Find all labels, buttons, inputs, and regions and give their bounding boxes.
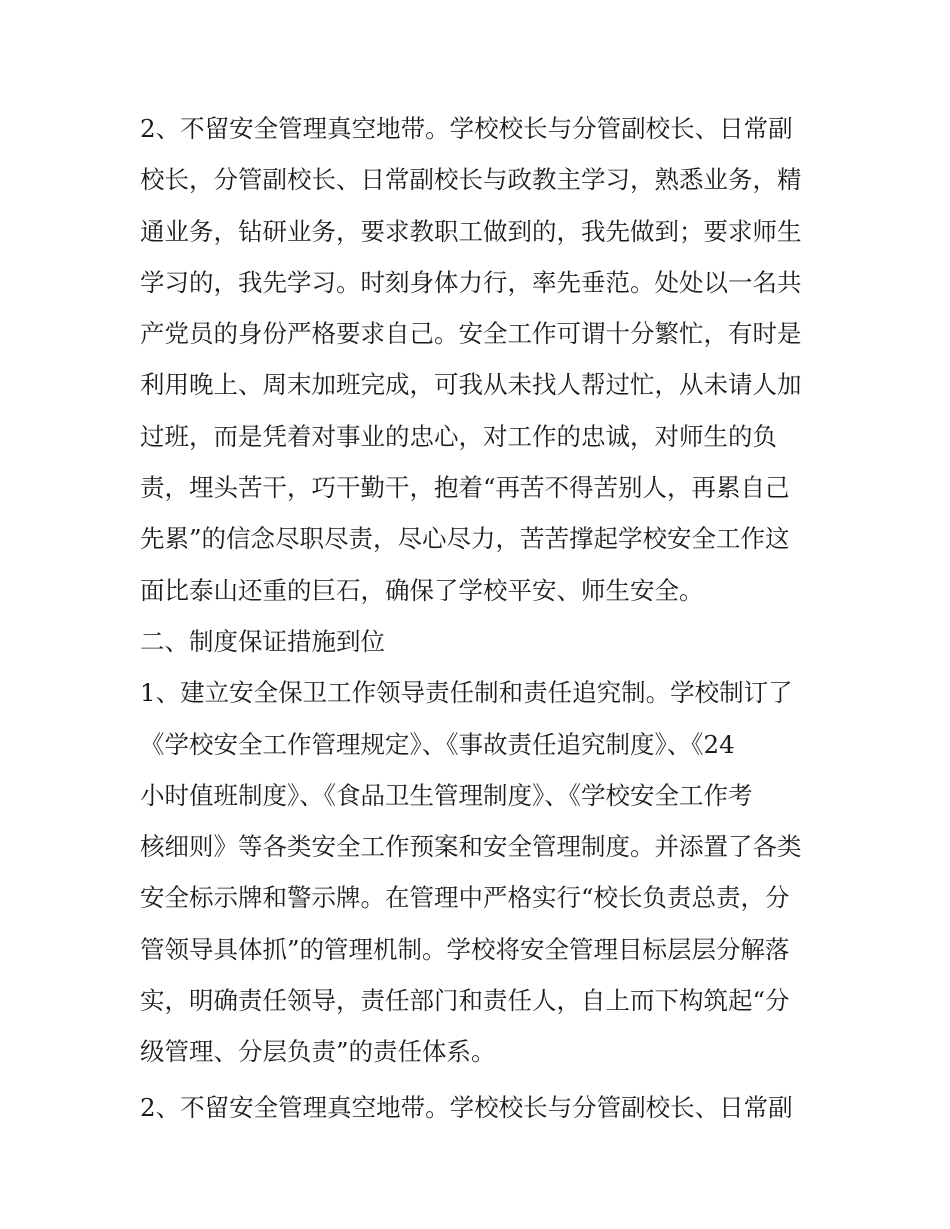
paragraph-line: 《学校安全工作管理规定》、《事故责任追究制度》、《24	[140, 729, 735, 759]
paragraph-line: 1、建立安全保卫工作领导责任制和责任追究制。学校制订了	[140, 678, 793, 708]
paragraph-line: 核细则》等各类安全工作预案和安全管理制度。并添置了各类	[140, 832, 802, 862]
paragraph-line: 先累”的信念尽职尽责，尽心尽力，苦苦撑起学校安全工作这	[140, 524, 790, 554]
paragraph-line: 面比泰山还重的巨石，确保了学校平安、师生安全。	[140, 575, 704, 605]
paragraph-line: 通业务，钻研业务，要求教职工做到的，我先做到；要求师生	[140, 216, 802, 246]
paragraph-line: 产党员的身份严格要求自己。安全工作可谓十分繁忙，有时是	[140, 319, 802, 349]
paragraph-line: 2、不留安全管理真空地带。学校校长与分管副校长、日常副	[140, 1092, 793, 1122]
paragraph-line: 利用晚上、周末加班完成，可我从未找人帮过忙，从未请人加	[140, 370, 802, 400]
paragraph-line: 2、不留安全管理真空地带。学校校长与分管副校长、日常副	[140, 114, 793, 143]
body-text	[140, 103, 830, 1133]
paragraph-line: 小时值班制度》、《食品卫生管理制度》、《学校安全工作考	[140, 780, 753, 810]
paragraph-line: 实，明确责任领导，责任部门和责任人，自上而下构筑起“分	[140, 986, 790, 1016]
paragraph-line: 学习的，我先学习。时刻身体力行，率先垂范。处处以一名共	[140, 267, 802, 297]
section-heading: 二、制度保证措施到位	[140, 626, 385, 656]
paragraph-line: 安全标示牌和警示牌。在管理中严格实行“校长负责总责，分	[140, 883, 790, 913]
paragraph-line: 校长，分管副校长、日常副校长与政教主学习，熟悉业务，精	[140, 165, 802, 195]
paragraph-line: 过班，而是凭着对事业的忠心，对工作的忠诚，对师生的负	[140, 421, 777, 451]
paragraph-line: 责，埋头苦干，巧干勤干，抱着“再苦不得苦别人，再累自己	[140, 473, 790, 503]
paragraph-line: 管领导具体抓”的管理机制。学校将安全管理目标层层分解落	[140, 934, 790, 964]
paragraph-line: 级管理、分层负责”的责任体系。	[140, 1037, 496, 1067]
